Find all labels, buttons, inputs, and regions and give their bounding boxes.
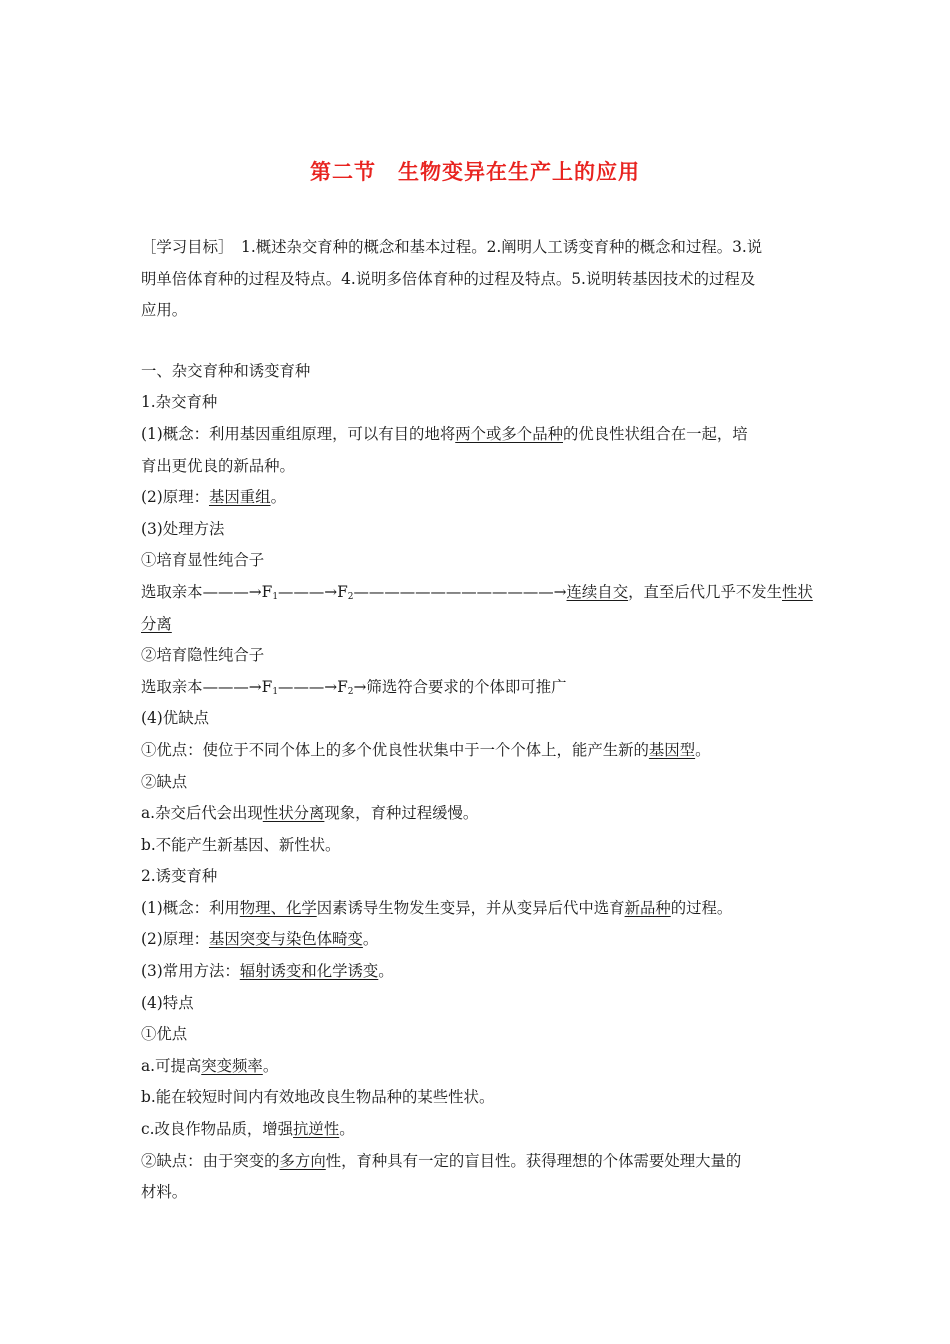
text: 。: [378, 962, 394, 981]
learning-goals-line-1: ［学习目标］ 1.概述杂交育种的概念和基本过程。2.阐明人工诱变育种的概念和过程。3.说: [141, 238, 763, 256]
hybrid-dominant: ①培育显性纯合子: [141, 551, 265, 570]
underlined-answer: 辐射诱变和化学诱变: [239, 962, 379, 981]
page-title: 第二节 生物变异在生产上的应用: [310, 160, 640, 184]
arrow-text: —————————————→: [353, 582, 567, 601]
hybrid-recessive: ②培育隐性纯合子: [141, 646, 265, 665]
underlined-answer: 基因型: [648, 740, 696, 759]
hybrid-con-a: [141, 798, 811, 830]
mutation-con-line-2: 材料。: [141, 1183, 188, 1202]
underlined-answer: 基因突变与染色体畸变: [208, 930, 363, 949]
hybrid-pro: [141, 735, 811, 767]
subscript: 1: [272, 686, 279, 697]
text: 现象，育种过程缓慢。: [324, 804, 479, 823]
text: 。: [339, 1120, 355, 1139]
text: (1)概念：利用基因重组原理，可以有目的地将: [141, 424, 456, 443]
text: (1)概念：利用: [141, 898, 240, 917]
underlined-answer: 基因重组: [208, 488, 271, 507]
underlined-answer: 多方向: [279, 1151, 326, 1170]
subscript: 2: [347, 686, 354, 697]
mutation-pro: ①优点: [141, 1025, 188, 1044]
mutation-pro-c: [141, 1114, 811, 1146]
hybrid-proscons: (4)优缺点: [141, 709, 209, 728]
text: 性，育种具有一定的盲目性。获得理想的个体需要处理大量的: [325, 1151, 742, 1170]
hybrid-flow-2: [141, 672, 811, 704]
underlined-answer: 连续自交: [566, 582, 629, 601]
text: 。: [270, 488, 286, 507]
mutation-concept: [141, 893, 811, 925]
text: 选取亲本———→F: [141, 582, 273, 601]
mutation-features: (4)特点: [141, 993, 194, 1012]
subsection-heading-hybrid: 1.杂交育种: [141, 393, 218, 412]
hybrid-concept-line-1: [141, 419, 811, 451]
mutation-principle: [141, 924, 811, 956]
text: ①优点：使位于不同个体上的多个优良性状集中于一个个体上，能产生新的: [141, 740, 649, 759]
hybrid-method: (3)处理方法: [141, 519, 225, 538]
mutation-method: [141, 956, 811, 988]
mutation-con-line-1: [141, 1146, 811, 1178]
text: ②缺点：由于突变的: [141, 1151, 280, 1170]
section-heading: 一、杂交育种和诱变育种: [141, 361, 311, 380]
underlined-answer: 物理、化学: [239, 898, 317, 917]
text: c.改良作物品质，增强: [141, 1120, 294, 1139]
subscript: 2: [347, 591, 354, 602]
text: 因素诱导生物发生变异，并从变异后代中选育: [316, 898, 625, 917]
mutation-pro-b: b.能在较短时间内有效地改良生物品种的某些性状。: [141, 1088, 495, 1107]
text: →筛选符合要求的个体即可推广: [353, 677, 567, 696]
hybrid-con: ②缺点: [141, 772, 188, 791]
underlined-answer: 分离: [141, 614, 172, 633]
text: 。: [695, 740, 711, 759]
text: ，直至后代几乎不发生: [628, 582, 783, 601]
subscript: 1: [272, 591, 279, 602]
mutation-pro-a: [141, 1051, 811, 1083]
text: (2)原理：: [141, 488, 209, 507]
text: 的优良性状组合在一起，培: [562, 424, 748, 443]
underlined-answer: 性状: [782, 582, 813, 601]
underlined-answer: 突变频率: [201, 1056, 263, 1075]
document-body: [141, 232, 811, 1209]
hybrid-concept-line-2: 育出更优良的新品种。: [141, 456, 295, 475]
hybrid-flow-1-line-2: [141, 609, 811, 641]
hybrid-con-b: b.不能产生新基因、新性状。: [141, 835, 341, 854]
text: a.可提高: [141, 1056, 202, 1075]
text: (2)原理：: [141, 930, 209, 949]
text: 。: [362, 930, 379, 949]
underlined-answer: 两个或多个品种: [455, 424, 563, 443]
learning-goals-line-2: 明单倍体育种的过程及特点。4.说明多倍体育种的过程及特点。5.说明转基因技术的过程及: [141, 269, 756, 288]
text: 选取亲本———→F: [141, 677, 273, 696]
text: ———→F: [278, 677, 348, 696]
text: ———→F: [278, 582, 348, 601]
subsection-heading-mutation: 2.诱变育种: [141, 867, 218, 886]
learning-goals-line-3: 应用。: [141, 301, 188, 320]
underlined-answer: 抗逆性: [293, 1120, 340, 1139]
text: 的过程。: [670, 898, 733, 917]
text: a.杂交后代会出现: [141, 804, 263, 823]
text: 。: [262, 1056, 279, 1075]
text: (3)常用方法：: [141, 962, 240, 981]
underlined-answer: 新品种: [624, 898, 671, 917]
hybrid-flow-1-line-1: [141, 577, 811, 609]
hybrid-principle: [141, 482, 811, 514]
underlined-answer: 性状分离: [262, 804, 325, 823]
